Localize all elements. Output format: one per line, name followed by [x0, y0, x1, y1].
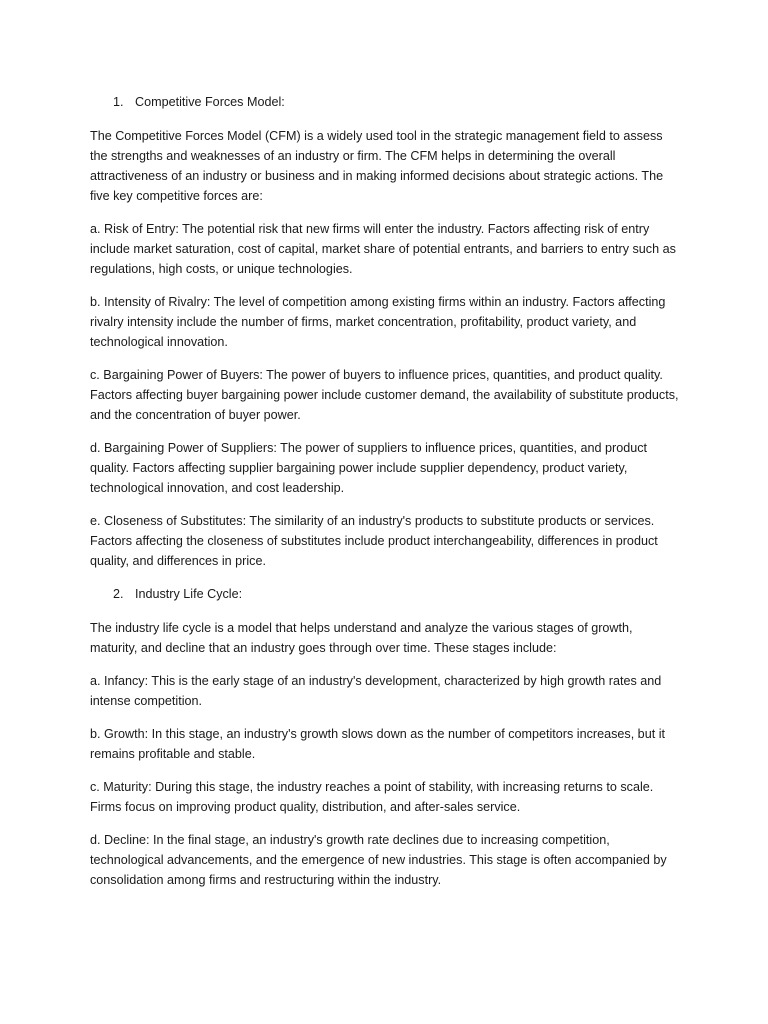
- risk-of-entry-paragraph: a. Risk of Entry: The potential risk that new firms will enter the industry. Factors affecting risk of entry include market saturation, cost of capital, market share of potential entrants, and barriers to entry such as regulations, high costs, or unique technologies.: [90, 222, 676, 276]
- intensity-of-rivalry-paragraph: b. Intensity of Rivalry: The level of competition among existing firms within an industry. Factors affecting rivalry intensity include the number of firms, market concentration, profitability, product variety, and technological innovation.: [90, 295, 666, 349]
- cfm-intro-paragraph: The Competitive Forces Model (CFM) is a widely used tool in the strategic management field to assess the strengths and weaknesses of an industry or firm. The CFM helps in determining the overall attractiveness of an industry or business and in making informed decisions about strategic actions. The five key competitive forces are:: [90, 129, 664, 203]
- supplier-power-paragraph: d. Bargaining Power of Suppliers: The power of suppliers to influence prices, quantities, and product quality. Factors affecting supplier bargaining power include supplier dependency, product variety, technological innovation, and cost leadership.: [90, 441, 648, 495]
- section-title: Competitive Forces Model:: [135, 95, 285, 109]
- section-title: Industry Life Cycle:: [135, 587, 243, 601]
- substitutes-paragraph: e. Closeness of Substitutes: The similarity of an industry's products to substitute products or services. Factors affecting the closeness of substitutes include product interchangeability, differences in product quality, and differences in price.: [90, 514, 658, 568]
- section-heading-industry-life-cycle: [90, 584, 680, 604]
- section-number: 1.: [113, 95, 124, 109]
- buyer-power-paragraph: c. Bargaining Power of Buyers: The power of buyers to influence prices, quantities, and product quality. Factors affecting buyer bargaining power include customer demand, the availability of substitute products, and the concentration of buyer power.: [90, 368, 679, 422]
- maturity-paragraph: c. Maturity: During this stage, the industry reaches a point of stability, with increasing returns to scale. Firms focus on improving product quality, distribution, and after-sales service.: [90, 780, 654, 814]
- infancy-paragraph: a. Infancy: This is the early stage of an industry's development, characterized by high growth rates and intense competition.: [90, 674, 662, 708]
- document-page: [90, 92, 680, 903]
- section-number: 2.: [113, 587, 124, 601]
- section-heading-competitive-forces: [90, 92, 680, 112]
- life-cycle-intro-paragraph: The industry life cycle is a model that helps understand and analyze the various stages of growth, maturity, and decline that an industry goes through over time. These stages include:: [90, 621, 633, 655]
- growth-paragraph: b. Growth: In this stage, an industry's growth slows down as the number of competitors increases, but it remains profitable and stable.: [90, 727, 665, 761]
- decline-paragraph: d. Decline: In the final stage, an industry's growth rate declines due to increasing competition, technological advancements, and the emergence of new industries. This stage is often accompanied by consolidation among firms and restructuring within the industry.: [90, 833, 667, 887]
